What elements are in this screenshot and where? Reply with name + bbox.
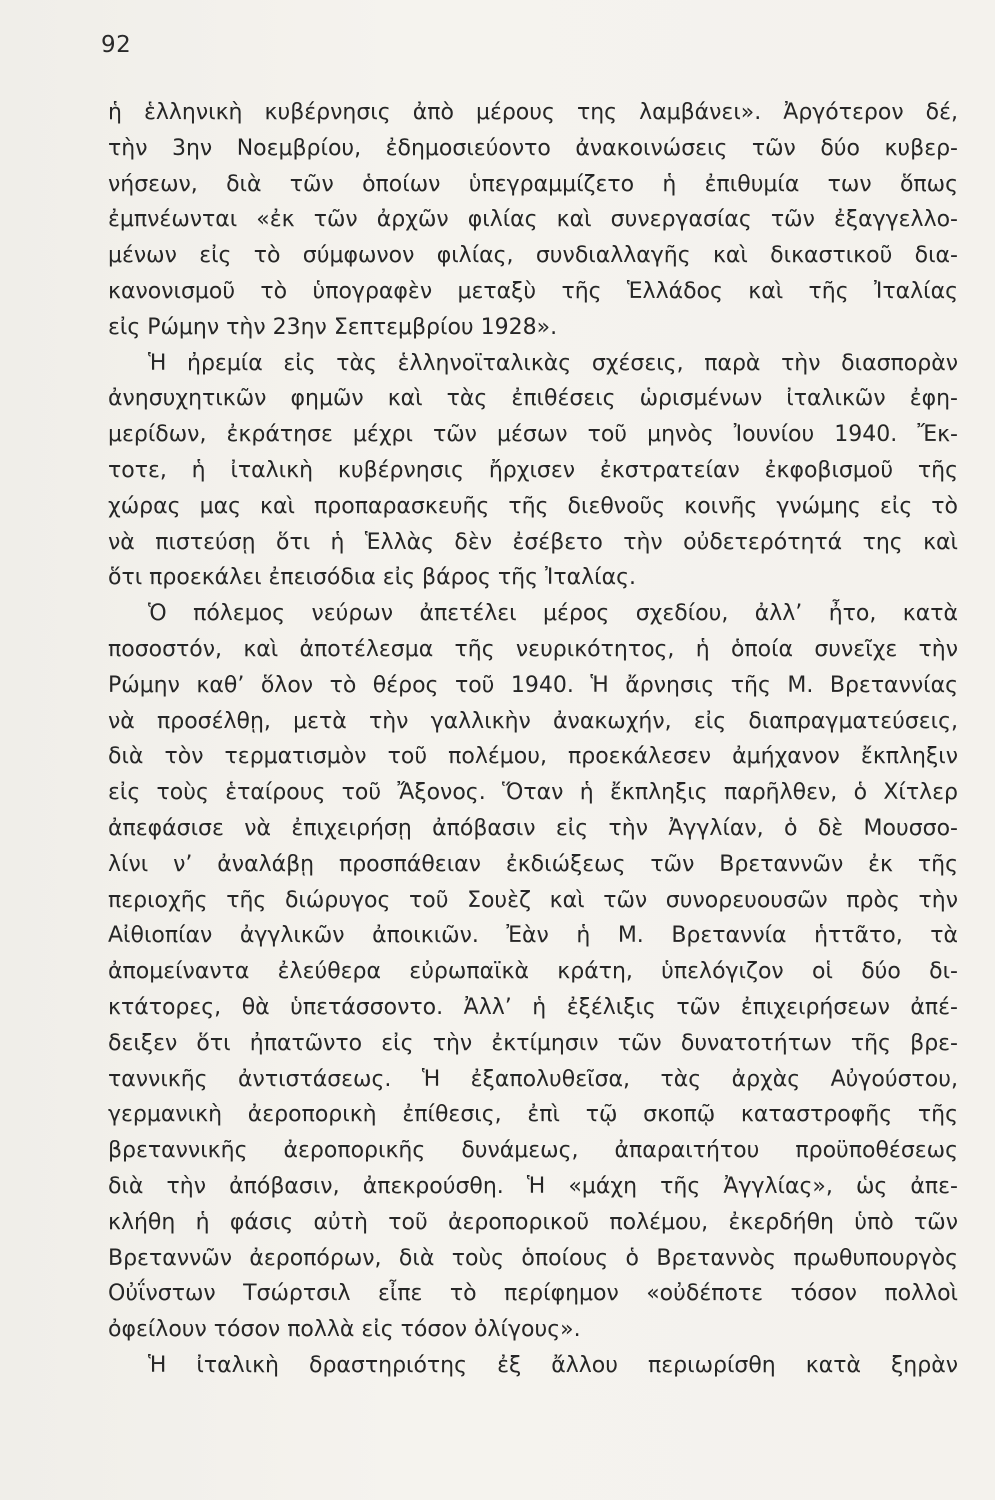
text-line: ἐμπνέωνται «ἐκ τῶν ἀρχῶν φιλίας καὶ συνεργασίας τῶν ἐξαγγελλο- (108, 207, 958, 233)
text-line: τοτε, ἡ ἰταλικὴ κυβέρνησις ἤρχισεν ἐκστρατείαν ἐκφοβισμοῦ τῆς (108, 457, 958, 483)
text-line: ἀνησυχητικῶν φημῶν καὶ τὰς ἐπιθέσεις ὡρισμένων ἰταλικῶν ἐφη- (108, 386, 958, 412)
text-line: Ἡ ἠρεμία εἰς τὰς ἑλληνοϊταλικὰς σχέσεις, παρὰ τὴν διασπορὰν (148, 350, 958, 376)
text-line: ὀφείλουν τόσον πολλὰ εἰς τόσον ὀλίγους». (108, 1317, 581, 1343)
text-line: νὰ προσέλθῃ, μετὰ τὴν γαλλικὴν ἀνακωχήν, εἰς διαπραγματεύσεις, (108, 708, 958, 734)
text-line: Βρεταννῶν ἀεροπόρων, διὰ τοὺς ὁποίους ὁ Βρεταννὸς πρωθυπουργὸς (108, 1245, 958, 1271)
text-line: ποσοστόν, καὶ ἀποτέλεσμα τῆς νευρικότητος, ἡ ὁποία συνεῖχε τὴν (108, 636, 958, 662)
text-line: νήσεων, διὰ τῶν ὁποίων ὑπεγραμμίζετο ἡ ἐπιθυμία των ὅπως (108, 171, 958, 197)
text-line: ἀπεφάσισε νὰ ἐπιχειρήσῃ ἀπόβασιν εἰς τὴν Ἀγγλίαν, ὁ δὲ Μουσσο- (108, 815, 958, 841)
text-line: κλήθη ἡ φάσις αὐτὴ τοῦ ἀεροπορικοῦ πολέμου, ἐκερδήθη ὑπὸ τῶν (108, 1209, 958, 1235)
text-line: εἰς Ρώμην τὴν 23ην Σεπτεμβρίου 1928». (108, 314, 558, 340)
text-line: λίνι ν’ ἀναλάβῃ προσπάθειαν ἐκδιώξεως τῶν Βρεταννῶν ἐκ τῆς (108, 851, 958, 877)
text-line: διὰ τὸν τερματισμὸν τοῦ πολέμου, προεκάλεσεν ἀμήχανον ἔκπληξιν (108, 744, 958, 770)
text-line: χώρας μας καὶ προπαρασκευῆς τῆς διεθνοῦς κοινῆς γνώμης εἰς τὸ (108, 493, 958, 519)
text-line: Οὐΐνστων Τσώρτσιλ εἶπε τὸ περίφημον «οὐδέποτε τόσον πολλοὶ (108, 1281, 958, 1307)
text-line: μένων εἰς τὸ σύμφωνον φιλίας, συνδιαλλαγῆς καὶ δικαστικοῦ δια- (108, 243, 958, 269)
text-line: δειξεν ὅτι ἠπατῶντο εἰς τὴν ἐκτίμησιν τῶν δυνατοτήτων τῆς βρε- (108, 1030, 958, 1056)
text-line: κτάτορες, θὰ ὑπετάσσοντο. Ἀλλ’ ἡ ἐξέλιξις τῶν ἐπιχειρήσεων ἀπέ- (108, 994, 958, 1020)
text-line: διὰ τὴν ἀπόβασιν, ἀπεκρούσθη. Ἡ «μάχη τῆς Ἀγγλίας», ὡς ἀπε- (108, 1173, 958, 1199)
text-line: ἡ ἑλληνικὴ κυβέρνησις ἀπὸ μέρους της λαμβάνει». Ἀργότερον δέ, (108, 100, 958, 125)
text-line: ὅτι προεκάλει ἐπεισόδια εἰς βάρος τῆς Ἰταλίας. (108, 565, 636, 591)
text-line: ταννικῆς ἀντιστάσεως. Ἡ ἐξαπολυθεῖσα, τὰς ἀρχὰς Αὐγούστου, (108, 1066, 958, 1092)
text-line: Αἰθιοπίαν ἀγγλικῶν ἀποικιῶν. Ἐὰν ἡ Μ. Βρεταννία ἡττᾶτο, τὰ (108, 923, 958, 949)
text-line: νὰ πιστεύσῃ ὅτι ἡ Ἑλλὰς δὲν ἐσέβετο τὴν οὐδετερότητά της καὶ (108, 529, 958, 555)
text-line: Ρώμην καθ’ ὅλον τὸ θέρος τοῦ 1940. Ἡ ἄρνησις τῆς Μ. Βρεταννίας (108, 672, 958, 698)
text-line: Ὁ πόλεμος νεύρων ἀπετέλει μέρος σχεδίου, ἀλλ’ ἦτο, κατὰ (148, 601, 958, 627)
text-line: γερμανικὴ ἀεροπορικὴ ἐπίθεσις, ἐπὶ τῷ σκοπῷ καταστροφῆς τῆς (108, 1102, 958, 1128)
text-line: περιοχῆς τῆς διώρυγος τοῦ Σουὲζ καὶ τῶν συνορευουσῶν πρὸς τὴν (108, 887, 958, 913)
page-number: 92 (101, 32, 132, 58)
text-line: εἰς τοὺς ἑταίρους τοῦ Ἄξονος. Ὅταν ἡ ἔκπληξις παρῆλθεν, ὁ Χίτλερ (108, 780, 958, 806)
text-line: τὴν 3ην Νοεμβρίου, ἐδημοσιεύοντο ἀνακοινώσεις τῶν δύο κυβερ- (108, 135, 958, 161)
text-line: ἀπομείναντα ἐλεύθερα εὐρωπαϊκὰ κράτη, ὑπελόγιζον οἱ δύο δι- (108, 959, 958, 985)
text-line: βρεταννικῆς ἀεροπορικῆς δυνάμεως, ἀπαραιτήτου προϋποθέσεως (108, 1138, 958, 1164)
text-line: Ἡ ἰταλικὴ δραστηριότης ἐξ ἄλλου περιωρίσθη κατὰ ξηρὰν (148, 1352, 958, 1378)
text-line: κανονισμοῦ τὸ ὑπογραφὲν μεταξὺ τῆς Ἑλλάδος καὶ τῆς Ἰταλίας (108, 278, 958, 304)
body-text (108, 95, 958, 1384)
text-line: μερίδων, ἐκράτησε μέχρι τῶν μέσων τοῦ μηνὸς Ἰουνίου 1940. Ἔκ- (108, 422, 958, 448)
